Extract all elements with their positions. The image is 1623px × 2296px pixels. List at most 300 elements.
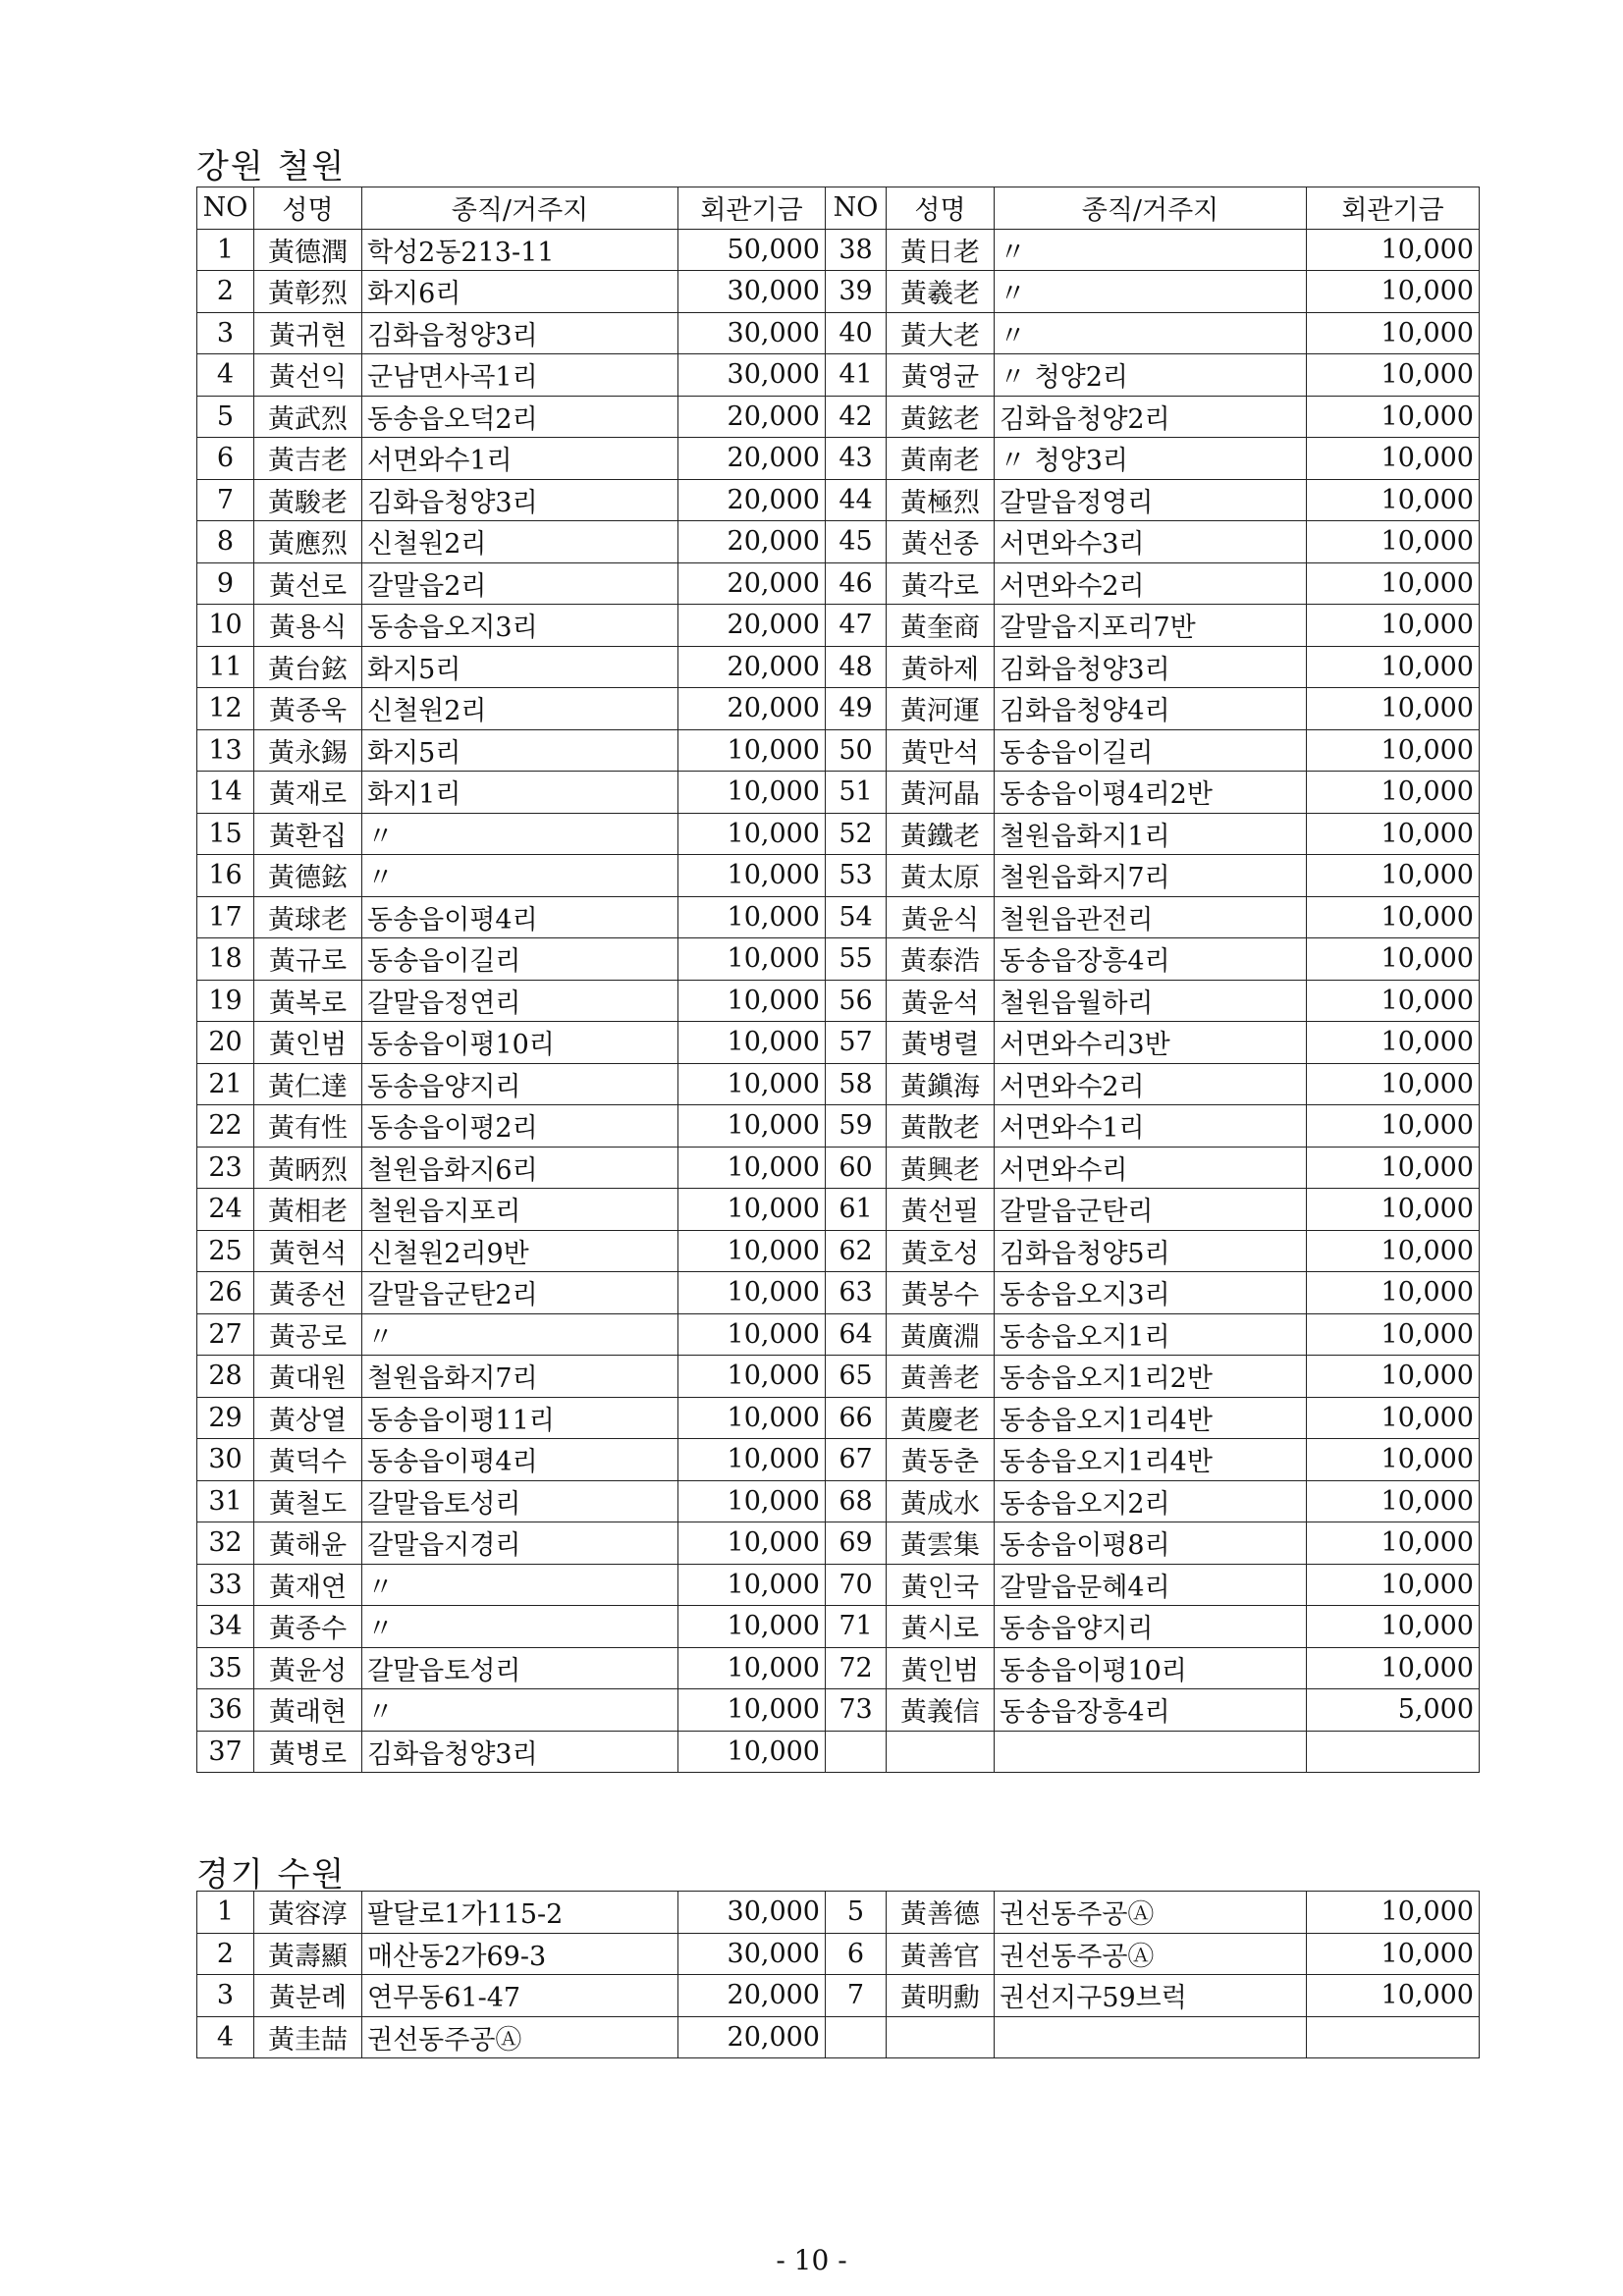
row-number: 28 [197, 1356, 254, 1398]
residence: 매산동2가69-3 [362, 1933, 678, 1975]
table-row [197, 813, 1480, 855]
member-name: 黃善老 [887, 1356, 995, 1398]
member-name: 黃인국 [887, 1564, 995, 1606]
fund-amount: 20,000 [678, 396, 826, 438]
fund-amount: 10,000 [678, 1731, 826, 1773]
residence: 〃 [362, 1606, 678, 1648]
column-header: 종직/거주지 [995, 187, 1307, 230]
fund-amount: 10,000 [1307, 1189, 1480, 1231]
residence: 학성2동213-11 [362, 229, 678, 271]
residence: 김화읍청양4리 [995, 688, 1307, 730]
residence: 서면와수2리 [995, 562, 1307, 605]
row-number: 4 [197, 354, 254, 397]
fund-amount: 10,000 [1307, 980, 1480, 1022]
member-name: 黃太原 [887, 855, 995, 897]
residence: 동송읍이평11리 [362, 1397, 678, 1439]
fund-amount: 10,000 [678, 980, 826, 1022]
member-name: 黃해윤 [254, 1522, 362, 1565]
row-number: 65 [826, 1356, 887, 1398]
row-number: 36 [197, 1689, 254, 1732]
fund-amount: 10,000 [678, 938, 826, 981]
table-row [197, 1933, 1480, 1975]
residence: 화지5리 [362, 646, 678, 688]
member-name: 黃鉉老 [887, 396, 995, 438]
fund-amount: 10,000 [1307, 1105, 1480, 1148]
table-row [197, 1439, 1480, 1481]
row-number: 31 [197, 1480, 254, 1522]
fund-amount: 10,000 [1307, 646, 1480, 688]
member-name: 黃윤식 [887, 896, 995, 938]
residence: 갈말읍문혜4리 [995, 1564, 1307, 1606]
member-name: 黃병렬 [887, 1022, 995, 1064]
table-row [197, 1105, 1480, 1148]
fund-amount: 10,000 [678, 729, 826, 772]
residence: 동송읍오지3리 [995, 1272, 1307, 1314]
residence: 권선동주공Ⓐ [995, 1933, 1307, 1975]
fund-amount: 30,000 [678, 1933, 826, 1975]
donor-table-gyeonggi [196, 1891, 1480, 2058]
fund-amount: 10,000 [1307, 1439, 1480, 1481]
row-number: 15 [197, 813, 254, 855]
row-number: 48 [826, 646, 887, 688]
row-number: 47 [826, 605, 887, 647]
member-name: 黃병로 [254, 1731, 362, 1773]
residence: 권선동주공Ⓐ [995, 1892, 1307, 1934]
residence: 갈말읍2리 [362, 562, 678, 605]
row-number: 40 [826, 312, 887, 354]
member-name: 黃極烈 [887, 479, 995, 521]
row-number: 52 [826, 813, 887, 855]
table-row [197, 2016, 1480, 2058]
fund-amount: 10,000 [1307, 354, 1480, 397]
member-name: 黃昞烈 [254, 1147, 362, 1189]
member-name: 黃시로 [887, 1606, 995, 1648]
row-number: 38 [826, 229, 887, 271]
fund-amount: 10,000 [678, 813, 826, 855]
member-name: 黃동춘 [887, 1439, 995, 1481]
fund-amount: 10,000 [1307, 271, 1480, 313]
residence: 갈말읍토성리 [362, 1480, 678, 1522]
column-header: 회관기금 [678, 187, 826, 230]
member-name: 黃河晶 [887, 772, 995, 814]
fund-amount: 10,000 [1307, 729, 1480, 772]
row-number: 51 [826, 772, 887, 814]
table-row [197, 688, 1480, 730]
row-number: 5 [826, 1892, 887, 1934]
row-number: 19 [197, 980, 254, 1022]
row-number: 68 [826, 1480, 887, 1522]
row-number [826, 1731, 887, 1773]
residence: 철원읍화지1리 [995, 813, 1307, 855]
residence: 갈말읍토성리 [362, 1647, 678, 1689]
residence: 동송읍오지1리 [995, 1313, 1307, 1356]
residence: 〃 [995, 312, 1307, 354]
table-row [197, 772, 1480, 814]
table-row [197, 729, 1480, 772]
residence: 철원읍화지7리 [995, 855, 1307, 897]
row-number: 35 [197, 1647, 254, 1689]
row-number: 41 [826, 354, 887, 397]
row-number: 16 [197, 855, 254, 897]
member-name: 黃台鉉 [254, 646, 362, 688]
table-row [197, 980, 1480, 1022]
residence: 갈말읍지경리 [362, 1522, 678, 1565]
residence: 〃 [362, 1313, 678, 1356]
residence: 동송읍이평10리 [362, 1022, 678, 1064]
fund-amount: 10,000 [1307, 1397, 1480, 1439]
residence: 〃 청양3리 [995, 438, 1307, 480]
member-name: 黃인범 [887, 1647, 995, 1689]
fund-amount: 10,000 [678, 1313, 826, 1356]
row-number: 57 [826, 1022, 887, 1064]
row-number: 29 [197, 1397, 254, 1439]
member-name: 黃선익 [254, 354, 362, 397]
section-title-gyeonggi: 경기 수원 [196, 1855, 347, 1895]
member-name: 黃인범 [254, 1022, 362, 1064]
residence: 동송읍오지1리2반 [995, 1356, 1307, 1398]
table-header-row [197, 187, 1480, 230]
row-number: 26 [197, 1272, 254, 1314]
column-header: NO [826, 187, 887, 230]
residence: 〃 [362, 1564, 678, 1606]
residence: 화지5리 [362, 729, 678, 772]
column-header: 성명 [254, 187, 362, 230]
residence: 〃 [362, 813, 678, 855]
table-row [197, 605, 1480, 647]
member-name: 黃대원 [254, 1356, 362, 1398]
fund-amount: 10,000 [1307, 772, 1480, 814]
fund-amount: 30,000 [678, 312, 826, 354]
row-number: 72 [826, 1647, 887, 1689]
member-name: 黃壽顯 [254, 1933, 362, 1975]
fund-amount: 10,000 [678, 1564, 826, 1606]
row-number: 32 [197, 1522, 254, 1565]
residence: 동송읍이평4리 [362, 1439, 678, 1481]
member-name: 黃吉老 [254, 438, 362, 480]
fund-amount: 10,000 [678, 1397, 826, 1439]
residence: 화지6리 [362, 271, 678, 313]
row-number: 23 [197, 1147, 254, 1189]
fund-amount: 50,000 [678, 229, 826, 271]
row-number: 10 [197, 605, 254, 647]
table-row [197, 646, 1480, 688]
row-number [826, 2016, 887, 2058]
member-name: 黃相老 [254, 1189, 362, 1231]
fund-amount: 10,000 [678, 1689, 826, 1732]
table-row [197, 1892, 1480, 1934]
member-name: 黃선종 [887, 521, 995, 563]
residence: 김화읍청양3리 [362, 479, 678, 521]
member-name: 黃容淳 [254, 1892, 362, 1934]
fund-amount: 10,000 [1307, 229, 1480, 271]
member-name: 黃武烈 [254, 396, 362, 438]
row-number: 55 [826, 938, 887, 981]
member-name: 黃大老 [887, 312, 995, 354]
residence: 동송읍오지2리 [995, 1480, 1307, 1522]
residence: 신철원2리9반 [362, 1230, 678, 1272]
row-number: 49 [826, 688, 887, 730]
member-name: 黃義信 [887, 1689, 995, 1732]
fund-amount: 20,000 [678, 521, 826, 563]
row-number: 58 [826, 1063, 887, 1105]
residence: 갈말읍군탄리 [995, 1189, 1307, 1231]
fund-amount: 10,000 [1307, 438, 1480, 480]
residence: 권선지구59브럭 [995, 1975, 1307, 2017]
table-row [197, 896, 1480, 938]
fund-amount: 10,000 [678, 1189, 826, 1231]
table-row [197, 312, 1480, 354]
row-number: 53 [826, 855, 887, 897]
member-name: 黃귀현 [254, 312, 362, 354]
fund-amount: 10,000 [1307, 938, 1480, 981]
member-name: 黃윤석 [887, 980, 995, 1022]
fund-amount: 10,000 [1307, 396, 1480, 438]
fund-amount: 10,000 [1307, 1647, 1480, 1689]
residence: 동송읍이평2리 [362, 1105, 678, 1148]
member-name: 黃종선 [254, 1272, 362, 1314]
table-row [197, 1147, 1480, 1189]
residence: 〃 [995, 271, 1307, 313]
fund-amount: 10,000 [1307, 1063, 1480, 1105]
member-name: 黃종수 [254, 1606, 362, 1648]
residence: 동송읍오지3리 [362, 605, 678, 647]
member-name: 黃복로 [254, 980, 362, 1022]
residence: 동송읍장흥4리 [995, 938, 1307, 981]
table-row [197, 1356, 1480, 1398]
fund-amount: 10,000 [1307, 1522, 1480, 1565]
residence: 동송읍양지리 [362, 1063, 678, 1105]
member-name: 黃환집 [254, 813, 362, 855]
row-number: 63 [826, 1272, 887, 1314]
row-number: 6 [826, 1933, 887, 1975]
row-number: 42 [826, 396, 887, 438]
row-number: 39 [826, 271, 887, 313]
member-name: 黃雲集 [887, 1522, 995, 1565]
row-number: 45 [826, 521, 887, 563]
fund-amount: 10,000 [678, 1230, 826, 1272]
fund-amount: 30,000 [678, 354, 826, 397]
row-number: 3 [197, 1975, 254, 2017]
member-name: 黃南老 [887, 438, 995, 480]
row-number: 64 [826, 1313, 887, 1356]
table-row [197, 1397, 1480, 1439]
member-name: 黃철도 [254, 1480, 362, 1522]
member-name: 黃래현 [254, 1689, 362, 1732]
fund-amount: 10,000 [678, 1647, 826, 1689]
residence: 〃 [362, 855, 678, 897]
residence: 서면와수리3반 [995, 1022, 1307, 1064]
fund-amount: 20,000 [678, 479, 826, 521]
member-name: 黃仁達 [254, 1063, 362, 1105]
fund-amount: 10,000 [1307, 855, 1480, 897]
row-number: 43 [826, 438, 887, 480]
fund-amount: 10,000 [1307, 1564, 1480, 1606]
residence: 갈말읍군탄2리 [362, 1272, 678, 1314]
row-number: 13 [197, 729, 254, 772]
member-name: 黃재연 [254, 1564, 362, 1606]
row-number: 54 [826, 896, 887, 938]
residence: 신철원2리 [362, 688, 678, 730]
member-name: 黃鎭海 [887, 1063, 995, 1105]
member-name: 黃분례 [254, 1975, 362, 2017]
fund-amount: 10,000 [1307, 896, 1480, 938]
member-name: 黃영균 [887, 354, 995, 397]
row-number: 6 [197, 438, 254, 480]
member-name: 黃현석 [254, 1230, 362, 1272]
table-row [197, 938, 1480, 981]
member-name: 黃駿老 [254, 479, 362, 521]
member-name: 黃선필 [887, 1189, 995, 1231]
residence: 동송읍오지1리4반 [995, 1439, 1307, 1481]
residence: 동송읍이길리 [995, 729, 1307, 772]
fund-amount: 10,000 [1307, 1313, 1480, 1356]
fund-amount: 10,000 [678, 1606, 826, 1648]
residence: 동송읍장흥4리 [995, 1689, 1307, 1732]
residence: 서면와수1리 [995, 1105, 1307, 1148]
row-number: 44 [826, 479, 887, 521]
row-number: 62 [826, 1230, 887, 1272]
table-row [197, 1230, 1480, 1272]
residence: 철원읍지포리 [362, 1189, 678, 1231]
column-header: 성명 [887, 187, 995, 230]
fund-amount: 10,000 [678, 1480, 826, 1522]
residence: 화지1리 [362, 772, 678, 814]
residence: 김화읍청양2리 [995, 396, 1307, 438]
member-name: 黃윤성 [254, 1647, 362, 1689]
fund-amount [1307, 1731, 1480, 1773]
row-number: 7 [826, 1975, 887, 2017]
fund-amount: 10,000 [1307, 1230, 1480, 1272]
fund-amount: 20,000 [678, 646, 826, 688]
row-number: 70 [826, 1564, 887, 1606]
table-row [197, 479, 1480, 521]
member-name: 黃有性 [254, 1105, 362, 1148]
residence: 동송읍이평4리 [362, 896, 678, 938]
member-name: 黃明勳 [887, 1975, 995, 2017]
fund-amount: 10,000 [1307, 479, 1480, 521]
residence: 동송읍이길리 [362, 938, 678, 981]
fund-amount: 10,000 [678, 1105, 826, 1148]
residence: 동송읍오지1리4반 [995, 1397, 1307, 1439]
residence: 갈말읍지포리7반 [995, 605, 1307, 647]
row-number: 27 [197, 1313, 254, 1356]
table-row [197, 1313, 1480, 1356]
fund-amount: 5,000 [1307, 1689, 1480, 1732]
residence: 김화읍청양3리 [362, 1731, 678, 1773]
residence: 서면와수리 [995, 1147, 1307, 1189]
table-row [197, 1480, 1480, 1522]
donor-table-gangwon [196, 187, 1480, 1773]
residence: 동송읍이평4리2반 [995, 772, 1307, 814]
member-name: 黃善德 [887, 1892, 995, 1934]
fund-amount: 10,000 [1307, 1606, 1480, 1648]
member-name: 黃廣淵 [887, 1313, 995, 1356]
member-name: 黃彰烈 [254, 271, 362, 313]
fund-amount: 20,000 [678, 688, 826, 730]
row-number: 21 [197, 1063, 254, 1105]
member-name: 黃재로 [254, 772, 362, 814]
residence: 서면와수3리 [995, 521, 1307, 563]
fund-amount: 10,000 [678, 1022, 826, 1064]
row-number: 67 [826, 1439, 887, 1481]
row-number: 12 [197, 688, 254, 730]
fund-amount: 10,000 [1307, 1356, 1480, 1398]
row-number: 7 [197, 479, 254, 521]
fund-amount: 10,000 [1307, 1480, 1480, 1522]
fund-amount: 10,000 [1307, 688, 1480, 730]
member-name: 黃日老 [887, 229, 995, 271]
row-number: 4 [197, 2016, 254, 2058]
table-row [197, 1689, 1480, 1732]
member-name: 黃하제 [887, 646, 995, 688]
table-row [197, 1731, 1480, 1773]
member-name: 黃永錫 [254, 729, 362, 772]
member-name: 黃德鉉 [254, 855, 362, 897]
table-row [197, 229, 1480, 271]
residence: 철원읍화지6리 [362, 1147, 678, 1189]
row-number: 71 [826, 1606, 887, 1648]
fund-amount: 10,000 [1307, 1892, 1480, 1934]
row-number: 17 [197, 896, 254, 938]
fund-amount: 10,000 [678, 1272, 826, 1314]
fund-amount: 10,000 [1307, 1147, 1480, 1189]
table-row [197, 855, 1480, 897]
member-name: 黃羲老 [887, 271, 995, 313]
member-name: 黃각로 [887, 562, 995, 605]
residence: 팔달로1가115-2 [362, 1892, 678, 1934]
table-row [197, 438, 1480, 480]
row-number: 66 [826, 1397, 887, 1439]
member-name: 黃봉수 [887, 1272, 995, 1314]
row-number: 56 [826, 980, 887, 1022]
residence: 철원읍관전리 [995, 896, 1307, 938]
member-name: 黃球老 [254, 896, 362, 938]
member-name: 黃成水 [887, 1480, 995, 1522]
row-number: 34 [197, 1606, 254, 1648]
fund-amount: 30,000 [678, 271, 826, 313]
fund-amount: 10,000 [1307, 605, 1480, 647]
member-name: 黃종욱 [254, 688, 362, 730]
residence: 〃 [362, 1689, 678, 1732]
column-header: NO [197, 187, 254, 230]
residence [995, 2016, 1307, 2058]
table-row [197, 1647, 1480, 1689]
row-number: 37 [197, 1731, 254, 1773]
residence: 서면와수2리 [995, 1063, 1307, 1105]
column-header: 회관기금 [1307, 187, 1480, 230]
residence: 갈말읍정영리 [995, 479, 1307, 521]
table-row [197, 1522, 1480, 1565]
fund-amount: 10,000 [678, 896, 826, 938]
fund-amount: 10,000 [1307, 1272, 1480, 1314]
member-name: 黃만석 [887, 729, 995, 772]
residence: 권선동주공Ⓐ [362, 2016, 678, 2058]
member-name: 黃선로 [254, 562, 362, 605]
residence: 〃 [995, 229, 1307, 271]
fund-amount: 20,000 [678, 1975, 826, 2017]
residence: 서면와수1리 [362, 438, 678, 480]
residence: 〃 청양2리 [995, 354, 1307, 397]
fund-amount: 10,000 [678, 1063, 826, 1105]
fund-amount [1307, 2016, 1480, 2058]
fund-amount: 10,000 [1307, 813, 1480, 855]
fund-amount: 10,000 [678, 1439, 826, 1481]
row-number: 14 [197, 772, 254, 814]
fund-amount: 30,000 [678, 1892, 826, 1934]
residence [995, 1731, 1307, 1773]
row-number: 60 [826, 1147, 887, 1189]
member-name: 黃德潤 [254, 229, 362, 271]
